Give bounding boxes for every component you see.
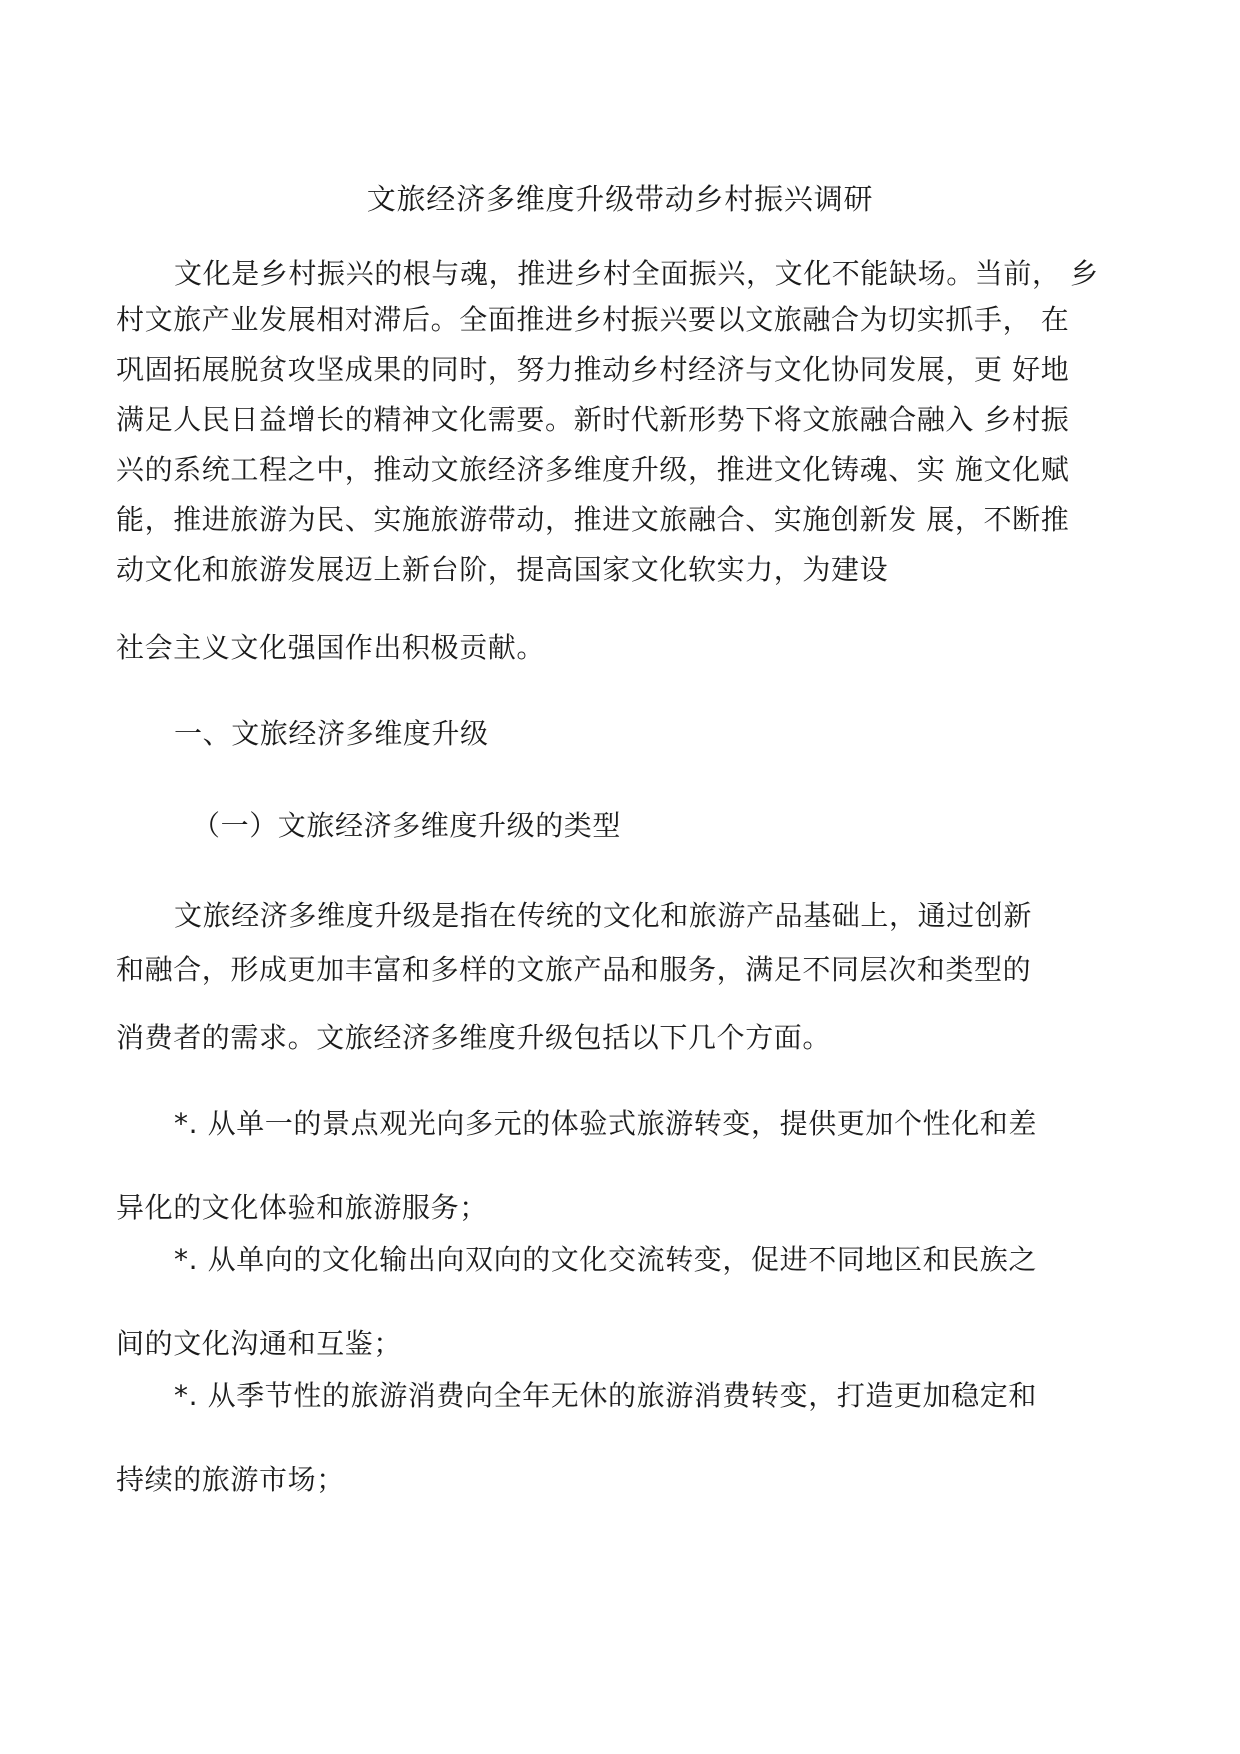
section-para-line-2: 和融合，形成更加丰富和多样的文旅产品和服务，满足不同层次和类型的 <box>116 953 1032 986</box>
section-para-line-1: 文旅经济多维度升级是指在传统的文化和旅游产品基础上，通过创新 <box>174 899 1033 932</box>
subsection-heading: （一）文旅经济多维度升级的类型 <box>192 809 622 842</box>
bullet-1-line-1: *. 从单一的景点观光向多元的体验式旅游转变，提供更加个性化和差 <box>174 1107 1038 1140</box>
intro-line-8: 社会主义文化强国作出积极贡献。 <box>116 631 546 664</box>
bullet-2-line-2: 间的文化沟通和互鉴； <box>116 1327 403 1360</box>
intro-line-3: 巩固拓展脱贫攻坚成果的同时，努力推动乡村经济与文化协同发展，更 好地 <box>116 353 1070 386</box>
intro-line-4: 满足人民日益增长的精神文化需要。新时代新形势下将文旅融合融入 乡村振 <box>116 403 1070 436</box>
bullet-2-line-1: *. 从单向的文化输出向双向的文化交流转变，促进不同地区和民族之 <box>174 1243 1038 1276</box>
bullet-3-line-2: 持续的旅游市场； <box>116 1463 345 1496</box>
intro-line-7: 动文化和旅游发展迈上新台阶，提高国家文化软实力，为建设 <box>116 553 889 586</box>
intro-line-5: 兴的系统工程之中，推动文旅经济多维度升级，推进文化铸魂、实 施文化赋 <box>116 453 1070 486</box>
document-title: 文旅经济多维度升级带动乡村振兴调研 <box>366 182 874 216</box>
section-heading: 一、文旅经济多维度升级 <box>174 717 489 750</box>
intro-line-1: 文化是乡村振兴的根与魂，推进乡村全面振兴，文化不能缺场。当前， 乡 <box>174 257 1099 290</box>
section-para-line-3: 消费者的需求。文旅经济多维度升级包括以下几个方面。 <box>116 1021 832 1054</box>
intro-line-2: 村文旅产业发展相对滞后。全面推进乡村振兴要以文旅融合为切实抓手， 在 <box>116 303 1070 336</box>
bullet-3-line-1: *. 从季节性的旅游消费向全年无休的旅游消费转变，打造更加稳定和 <box>174 1379 1038 1412</box>
bullet-1-line-2: 异化的文化体验和旅游服务； <box>116 1191 488 1224</box>
intro-line-6: 能，推进旅游为民、实施旅游带动，推进文旅融合、实施创新发 展，不断推 <box>116 503 1070 536</box>
